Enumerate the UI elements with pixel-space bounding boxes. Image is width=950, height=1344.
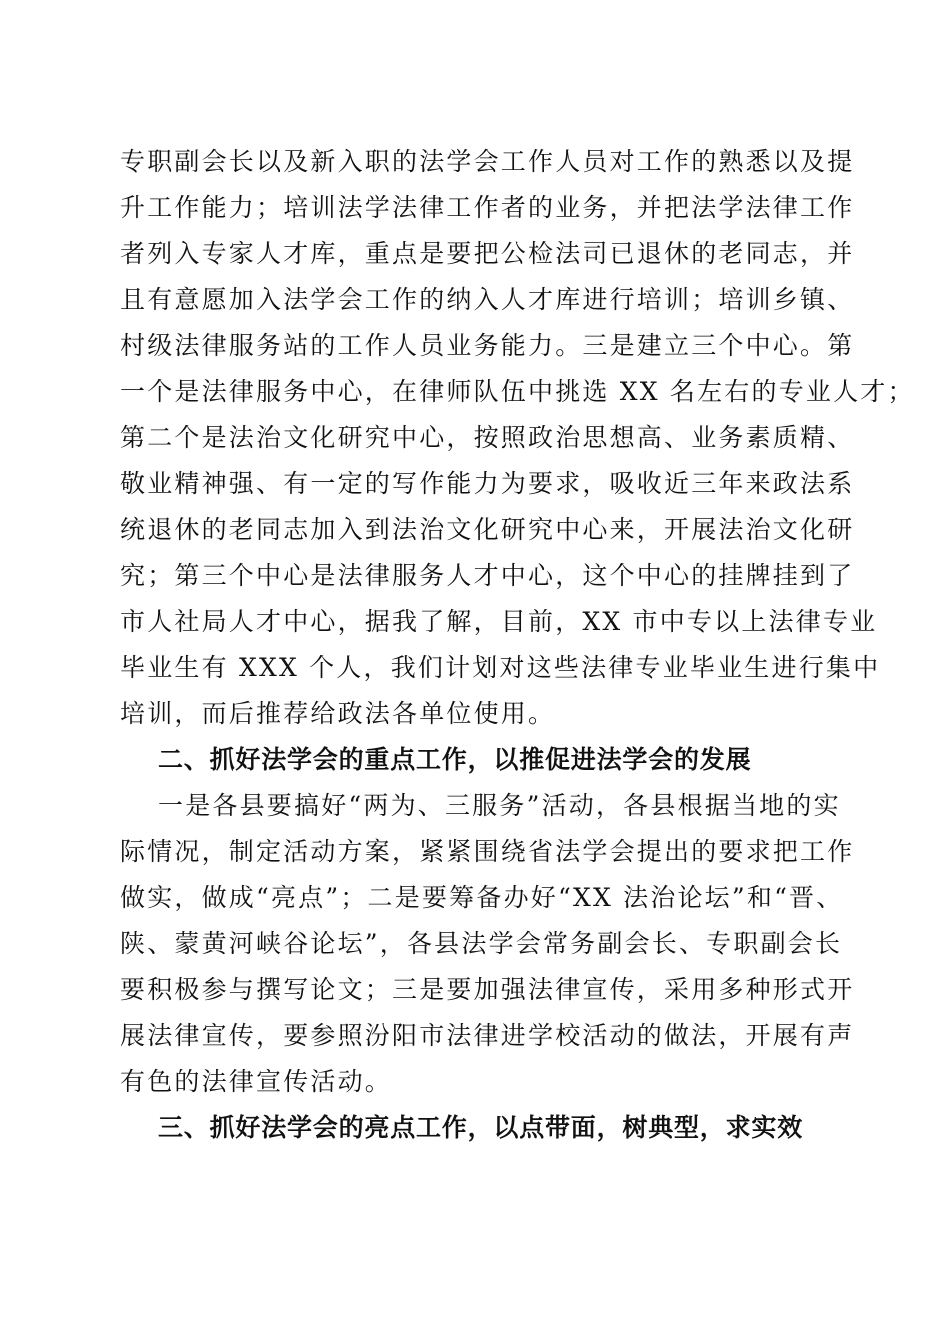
paragraph-line: 际情况，制定活动方案，紧紧围绕省法学会提出的要求把工作 (120, 837, 855, 866)
paragraph-line: 陕、蒙黄河峡谷论坛”，各县法学会常务副会长、专职副会长 (120, 929, 843, 958)
paragraph-line: 市人社局人才中心，据我了解，目前，XX 市中专以上法律专业 (120, 607, 878, 636)
paragraph-line: 且有意愿加入法学会工作的纳入人才库进行培训；培训乡镇、 (120, 285, 855, 314)
paragraph-line: 一个是法律服务中心，在律师队伍中挑选 XX 名左右的专业人才； (120, 377, 915, 406)
paragraph-line: 毕业生有 XXX 个人，我们计划对这些法律专业毕业生进行集中 (120, 653, 881, 682)
paragraph-line: 培训，而后推荐给政法各单位使用。 (120, 699, 556, 728)
paragraph-line: 专职副会长以及新入职的法学会工作人员对工作的熟悉以及提 (120, 147, 855, 176)
paragraph-line: 升工作能力；培训法学法律工作者的业务，并把法学法律工作 (120, 193, 855, 222)
paragraph-line: 要积极参与撰写论文；三是要加强法律宣传，采用多种形式开 (120, 975, 855, 1004)
paragraph-line: 展法律宣传，要参照汾阳市法律进学校活动的做法，开展有声 (120, 1021, 855, 1050)
paragraph-line: 第二个是法治文化研究中心，按照政治思想高、业务素质精、 (120, 423, 855, 452)
section-heading-3: 三、抓好法学会的亮点工作，以点带面，树典型，求实效 (158, 1113, 804, 1142)
paragraph-line: 究；第三个中心是法律服务人才中心，这个中心的挂牌挂到了 (120, 561, 855, 590)
paragraph-line: 一是各县要搞好“两为、三服务”活动，各县根据当地的实 (158, 791, 841, 820)
section-heading-2: 二、抓好法学会的重点工作，以推促进法学会的发展 (158, 745, 752, 774)
paragraph-line: 有色的法律宣传活动。 (120, 1067, 393, 1096)
paragraph-line: 村级法律服务站的工作人员业务能力。三是建立三个中心。第 (120, 331, 855, 360)
paragraph-line: 敬业精神强、有一定的写作能力为要求，吸收近三年来政法系 (120, 469, 855, 498)
paragraph-line: 做实，做成“亮点”；二是要筹备办好“XX 法治论坛”和“晋、 (120, 883, 844, 912)
paragraph-line: 统退休的老同志加入到法治文化研究中心来，开展法治文化研 (120, 515, 855, 544)
paragraph-line: 者列入专家人才库，重点是要把公检法司已退休的老同志，并 (120, 239, 855, 268)
